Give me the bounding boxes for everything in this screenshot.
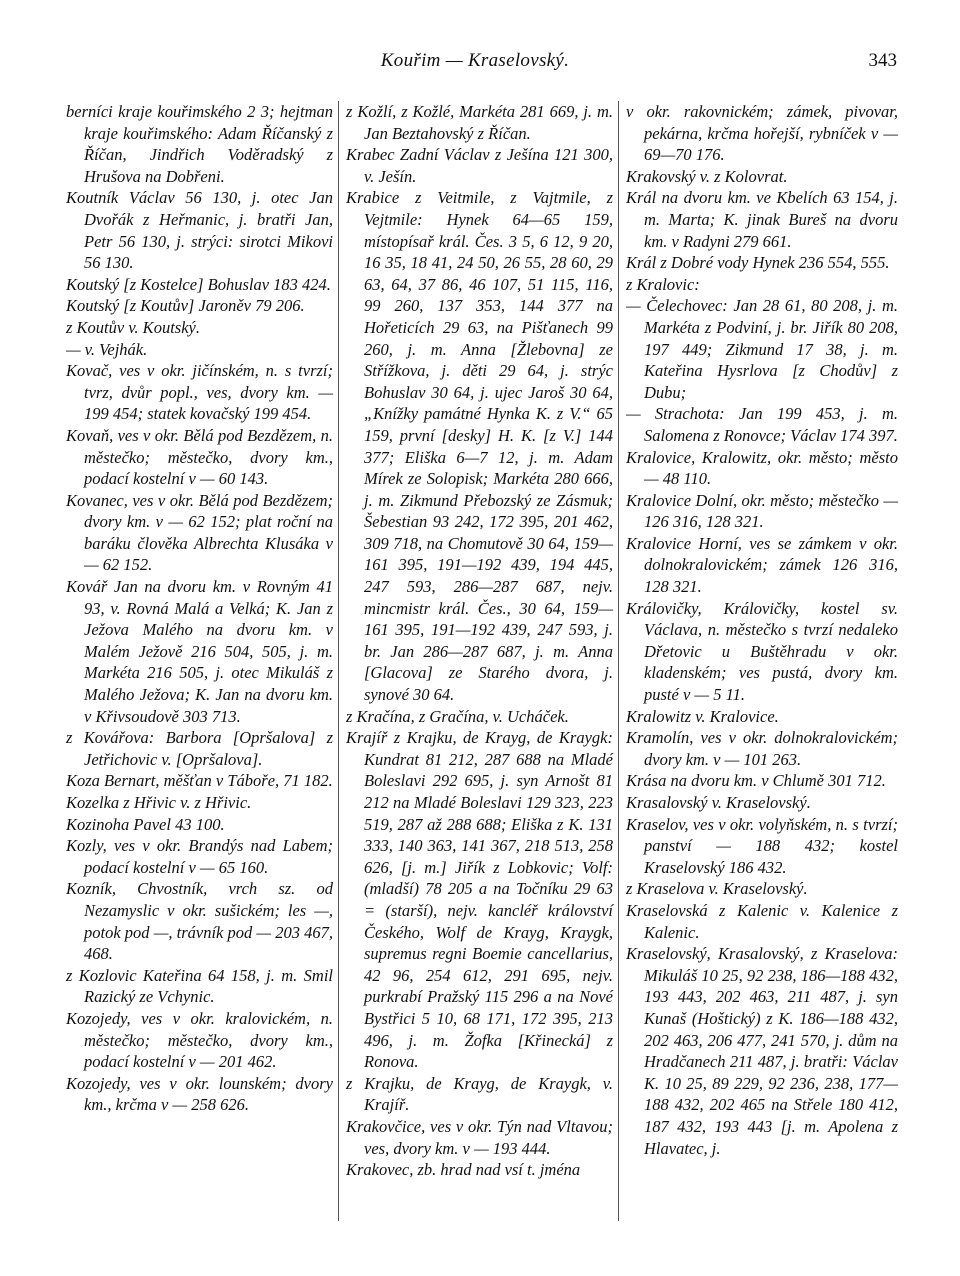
index-entry: v okr. rakovnickém; zámek, pivovar, pekárna, krčma hořejší, rybníček v — 69—70 176. bbox=[626, 102, 898, 165]
index-entry: Koutský [z Kostelce] Bohuslav 183 424. bbox=[66, 274, 331, 294]
index-entry: Kozelka z Hřivic v. z Hřivic. bbox=[66, 793, 252, 812]
index-entry: Kozinoha Pavel 43 100. bbox=[66, 814, 225, 834]
index-entry: — Čelechovec: Jan 28 61, 80 208, j. m. Markéta z Podviní, j. br. Jiřík 80 208, 197 449; Zikmund 17 38, j. m. Kateřina Hysrlova [z Chodův] z Dubu; bbox=[626, 296, 898, 402]
index-entry: Kozojedy, ves v okr. kralovickém, n. městečko; městečko, dvory km., podací kostelní v — 201 462. bbox=[66, 1008, 333, 1072]
index-entry: — v. Vejhák. bbox=[66, 339, 148, 359]
index-entry: Kozojedy, ves v okr. lounském; dvory km., krčma v — 258 626. bbox=[66, 1073, 333, 1115]
index-entry: z Kralovic: bbox=[626, 274, 700, 294]
index-entry: Kovač, ves v okr. jičínském, n. s tvrzí; tvrz, dvůr popl., ves, dvory km. — 199 454; statek kovačský 199 454. bbox=[66, 361, 333, 424]
index-entry: Koza Bernart, měšťan v Táboře, 71 182. bbox=[66, 771, 333, 791]
index-entry: Krajíř z Krajku, de Krayg, de Kraygk: Kundrat 81 212, 287 688 na Mladé Boleslavi 292 695, j. syn Arnošt 81 212 na Mladé Boleslavi 129 323, 223 519, 287 až 288 688; Eliška z K. 131 333, 140 363, 141 367, 218 513, 258 626, [j. m.] Jiřík z Lobkovic; Volf: (mladší) 78 205 a na Točníku 29 63 = (starší), nejv. kancléř království Českého, Wolf de Krayg, Kraygk, supremus regni Boemie cancellarius, 42 96, 254 612, 291 695, nejv. purkrabí Pražský 115 296 a na Nové Bystřici 5 10, 68 171, 172 395, 213 496, j. m. Žofka [Křinecká] z Ronova. bbox=[346, 728, 613, 1072]
index-entry: Krakovčice, ves v okr. Týn nad Vltavou; ves, dvory km. v — 193 444. bbox=[346, 1116, 613, 1158]
index-entry: Kraselovský, Krasalovský, z Kraselova: Mikuláš 10 25, 92 238, 186—188 432, 193 443, 202 463, 211 487, j. syn Kunaš (Hoštický) z K. 186—188 432, 202 463, 206 477, 241 570, j. dům na Hradčanech 211 487, j. bratři: Václav K. 10 25, 89 229, 92 236, 238, 177—188 432, 202 465 na Střele 180 412, 187 432, 193 443 [j. m. Apolena z Hlavatec, j. bbox=[626, 944, 898, 1158]
index-entry: Král z Dobré vody Hynek 236 554, 555. bbox=[626, 253, 890, 273]
index-entry: Kralovice Dolní, okr. město; městečko — 126 316, 128 321. bbox=[626, 490, 898, 532]
index-entry: Krabec Zadní Václav z Ješína 121 300, v. Ješín. bbox=[346, 145, 613, 186]
index-entry: Kralovice Horní, ves se zámkem v okr. dolnokralovickém; zámek 126 316, 128 321. bbox=[626, 533, 898, 597]
index-entry: Kralovice, Kralowitz, okr. město; město — 48 110. bbox=[626, 447, 898, 489]
index-entry: Koutský [z Koutův] Jaroněv 79 206. bbox=[66, 296, 305, 316]
page-header bbox=[0, 50, 960, 80]
index-entry: Kralowitz v. Kralovice. bbox=[626, 706, 779, 726]
index-entry: Král na dvoru km. ve Kbelích 63 154, j. m. Marta; K. jinak Bureš na dvoru km. v Radyni 279 661. bbox=[626, 188, 898, 251]
index-entry: berníci kraje kouřimského 2 3; hejtman kraje kouřimského: Adam Říčanský z Říčan, Jindřich Voděradský z Hrušova na Dobřeni. bbox=[66, 102, 333, 186]
index-entry: Královičky, Královičky, kostel sv. Václava, n. městečko s tvrzí nedaleko Dřetovic u Buštěhradu v okr. kladenském; ves pustá, dvory km. pusté v — 5 11. bbox=[626, 598, 898, 705]
running-head: Kouřim — Kraselovský. bbox=[380, 50, 570, 71]
index-entry: Kozník, Chvostník, vrch sz. od Nezamyslic v okr. sušickém; les —, potok pod —, trávník pod — 203 467, 468. bbox=[66, 879, 333, 964]
index-entry: z Kraselova v. Kraselovský. bbox=[626, 879, 808, 899]
index-entry: Krakovský v. z Kolovrat. bbox=[626, 166, 788, 186]
page-number: 343 bbox=[868, 50, 897, 71]
index-entry: z Kračína, z Gračína, v. Ucháček. bbox=[346, 706, 569, 726]
index-entry: Krabice z Veitmile, z Vajtmile, z Vejtmile: Hynek 64—65 159, místopísař král. Čes. 3 5, 6 12, 9 20, 16 35, 18 41, 24 50, 26 55, 28 60, 29 63, 64, 37 86, 46 107, 51 115, 116, 99 260, 137 353, 144 377 na Hořeticích 29 63, na Pišťanech 99 260, j. m. Anna [Žlebovna] ze Střížkova, j. děti 29 64, j. strýc Bohuslav 30 64, j. ujec Jaroš 30 64, „Knížky památné Hynka K. z V.“ 65 159, první [desky] H. K. [z V.] 144 377; Eliška 6—7 12, j. m. Adam Mírek ze Solopisk; Markéta 280 666, j. m. Zikmund Přebozský ze Zásmuk; Šebestian 93 242, 172 395, 201 462, 309 718, na Chomutově 30 64, 159—161 395, 191—192 439, 194 445, 247 593, 286—287 687, nejv. mincmistr král. Čes., 30 64, 159—161 395, 191—192 439, 247 593, j. br. Jan 286—287 687, j. m. Anna [Glacova] ze Starého dvora, j. synové 30 64. bbox=[346, 188, 613, 705]
column-3 bbox=[626, 101, 898, 1159]
index-entry: Kraselov, ves v okr. volyňském, n. s tvrzí; panství — 188 432; kostel Kraselovský 186 432. bbox=[626, 814, 898, 877]
index-entry: Kovaň, ves v okr. Bělá pod Bezdězem, n. městečko; městečko, dvory km., podací kostelní v — 60 143. bbox=[66, 425, 333, 489]
index-entry: Krása na dvoru km. v Chlumě 301 712. bbox=[626, 771, 886, 791]
index-entry: Koutník Václav 56 130, j. otec Jan Dvořák z Heřmanic, j. bratři Jan, Petr 56 130, j. strýci: sirotci Mikovi 56 130. bbox=[66, 188, 333, 273]
index-entry: Kraselovská z Kalenic v. Kalenice z Kalenic. bbox=[626, 900, 898, 942]
index-entry: Kramolín, ves v okr. dolnokralovickém; dvory km. v — 101 263. bbox=[626, 728, 898, 769]
index-entry: z Kožlí, z Kožlé, Markéta 281 669, j. m. Jan Beztahovský z Říčan. bbox=[346, 102, 613, 143]
index-entry: z Kozlovic Kateřina 64 158, j. m. Smil Razický ze Vchynic. bbox=[66, 965, 333, 1007]
index-entry: — Strachota: Jan 199 453, j. m. Salomena z Ronovce; Václav 174 397. bbox=[626, 404, 898, 445]
index-entry: Kozly, ves v okr. Brandýs nad Labem; podací kostelní v — 65 160. bbox=[66, 836, 333, 877]
index-entry: Kovář Jan na dvoru km. v Rovným 41 93, v. Rovná Malá a Velká; K. Jan z Ježova Malého na dvoru km. v Malém Ježově 216 504, 505, j. m. Markéta 216 505, j. otec Mikuláš z Malého Ježova; K. Jan na dvoru km. v Křivsoudově 303 713. bbox=[66, 577, 333, 726]
index-entry: z Krajku, de Krayg, de Kraygk, v. Krajíř. bbox=[346, 1073, 613, 1115]
index-entry: z Koutův v. Koutský. bbox=[66, 317, 200, 337]
index-entry: Krakovec, zb. hrad nad vsí t. jména bbox=[346, 1160, 581, 1180]
column-1 bbox=[66, 101, 339, 1221]
index-entry: Kovanec, ves v okr. Bělá pod Bezdězem; dvory km. v — 62 152; plat roční na baráku člověka Albrechta Klusáka v — 62 152. bbox=[66, 490, 333, 575]
index-entry: Krasalovský v. Kraselovský. bbox=[626, 793, 811, 812]
index-entry: z Kovářova: Barbora [Opršalova] z Jetřichovic v. [Opršalova]. bbox=[66, 728, 333, 769]
column-2 bbox=[346, 101, 619, 1221]
